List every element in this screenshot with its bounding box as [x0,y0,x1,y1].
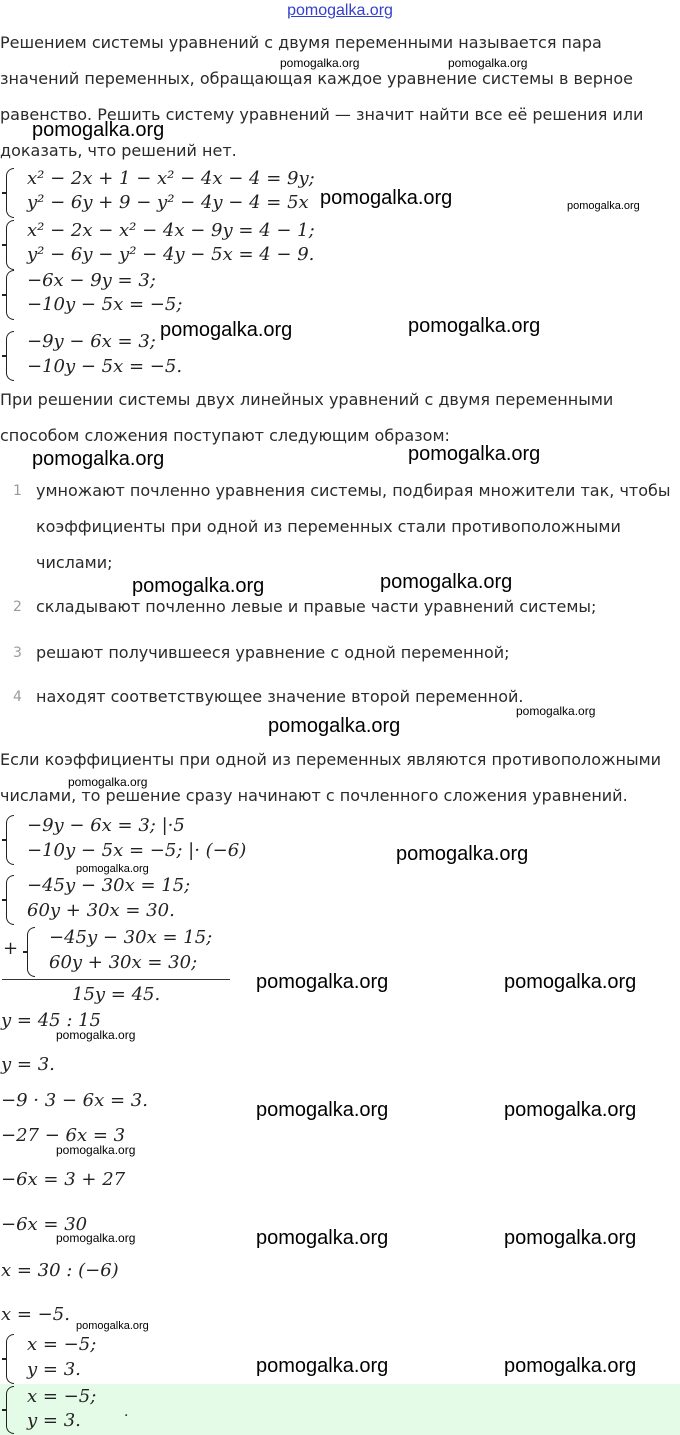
equation: x = −5; [27,1334,97,1355]
watermark: pomogalka.org [76,863,149,875]
intro-line: значений переменных, обращающая каждое уравнение системы в верное [0,69,633,88]
note-line: Если коэффициенты при одной из переменных являются противоположными [0,750,662,769]
watermark: pomogalka.org [516,704,596,718]
watermark: pomogalka.org [256,1227,389,1249]
list-item-line: находят соответствующее значение второй переменной. [36,687,524,706]
solution-step: −27 − 6x = 3 [1,1125,126,1146]
system-brace [6,331,14,381]
solution-step: x = −5. [1,1304,70,1325]
intro-line: равенство. Решить систему уравнений — значит найти все её решения или [0,105,644,124]
watermark: pomogalka.org [32,448,165,470]
watermark: pomogalka.org [132,575,265,597]
watermark: pomogalka.org [256,1355,389,1377]
watermark: pomogalka.org [56,1143,136,1157]
answer-equation: x = −5; [27,1386,97,1407]
list-item [36,679,523,715]
system-brace [6,815,14,865]
intro-line: доказать, что решений нет. [0,141,237,160]
system-brace [6,1386,14,1434]
intro-paragraph [0,25,678,169]
method-line: При решении системы двух линейных уравнений с двумя переменными [0,390,614,409]
equation: y² − 6y − y² − 4y − 5x = 4 − 9. [27,244,315,265]
method-intro [0,382,678,454]
system-brace [6,270,14,320]
watermark: pomogalka.org [504,1355,637,1377]
list-item [36,589,596,625]
watermark: pomogalka.org [160,319,293,341]
watermark: pomogalka.org [408,315,541,337]
header-site-link[interactable]: pomogalka.org [287,2,393,19]
watermark: pomogalka.org [256,1099,389,1121]
solution-step: y = 3. [1,1054,55,1075]
watermark: pomogalka.org [320,187,453,209]
watermark: pomogalka.org [567,200,640,212]
list-item-line: решают получившееся уравнение с одной переменной; [36,643,510,662]
watermark: pomogalka.org [504,971,637,993]
list-number: 4 [13,689,22,705]
watermark: pomogalka.org [256,971,389,993]
answer-equation: y = 3. [27,1410,81,1431]
watermark: pomogalka.org [68,775,148,789]
intro-line: Решением системы уравнений с двумя переменными называется пара [0,33,602,52]
equation: −10y − 5x = −5; |· (−6) [27,840,247,861]
watermark: pomogalka.org [56,1231,136,1245]
answer-dot: . [124,1404,129,1420]
equation: x² − 2x − x² − 4x − 9y = 4 − 1; [27,220,315,241]
equation: −9y − 6x = 3; [27,331,156,352]
sum-result: 15y = 45. [72,984,161,1005]
list-number: 1 [13,483,22,499]
equation: −10y − 5x = −5. [27,356,183,377]
note-line: числами, то решение сразу начинают с почленного сложения уравнений. [0,786,628,805]
watermark: pomogalka.org [268,715,401,737]
solution-step: x = 30 : (−6) [1,1260,119,1281]
plus-sign: + [3,938,19,959]
answer-highlight [0,1384,680,1435]
list-item [36,635,510,671]
watermark: pomogalka.org [76,1320,149,1332]
system-brace [6,875,14,925]
equation: −9y − 6x = 3; |·5 [27,815,185,836]
watermark: pomogalka.org [56,1028,136,1042]
equation: x² − 2x + 1 − x² − 4x − 4 = 9y; [27,168,315,189]
list-item [36,473,671,581]
list-item-line: умножают почленно уравнения системы, подбирая множители так, чтобы [36,481,671,500]
system-brace [6,220,14,270]
watermark: pomogalka.org [448,56,528,70]
equation: −10y − 5x = −5; [27,294,183,315]
list-item-line: числами; [36,553,113,572]
equation: 60y + 30x = 30; [49,952,198,973]
list-item-line: складывают почленно левые и правые части уравнений системы; [36,597,597,616]
equation: −6x − 9y = 3; [27,270,156,291]
equation: y² − 6y + 9 − y² − 4y − 4 = 5x [27,192,309,213]
system-brace [27,927,35,977]
equation: −45y − 30x = 15; [49,927,213,948]
system-brace [6,1334,14,1384]
watermark: pomogalka.org [280,56,360,70]
equation: 60y + 30x = 30. [27,900,175,921]
watermark: pomogalka.org [380,571,513,593]
equation: −45y − 30x = 15; [27,875,191,896]
solution-step: −9 · 3 − 6x = 3. [1,1090,148,1111]
watermark: pomogalka.org [396,843,529,865]
sum-line [2,979,230,980]
watermark: pomogalka.org [32,119,165,141]
list-number: 2 [13,599,22,615]
watermark: pomogalka.org [504,1099,637,1121]
system-brace [6,168,14,218]
solution-step: y = 45 : 15 [1,1010,102,1031]
solution-step: −6x = 3 + 27 [1,1169,126,1190]
watermark: pomogalka.org [504,1227,637,1249]
equation: y = 3. [27,1359,81,1380]
method-line: способом сложения поступают следующим образом: [0,426,450,445]
solution-step: −6x = 30 [1,1214,88,1235]
watermark: pomogalka.org [408,443,541,465]
list-number: 3 [13,645,22,661]
list-item-line: коэффициенты при одной из переменных стали противоположными [36,517,621,536]
